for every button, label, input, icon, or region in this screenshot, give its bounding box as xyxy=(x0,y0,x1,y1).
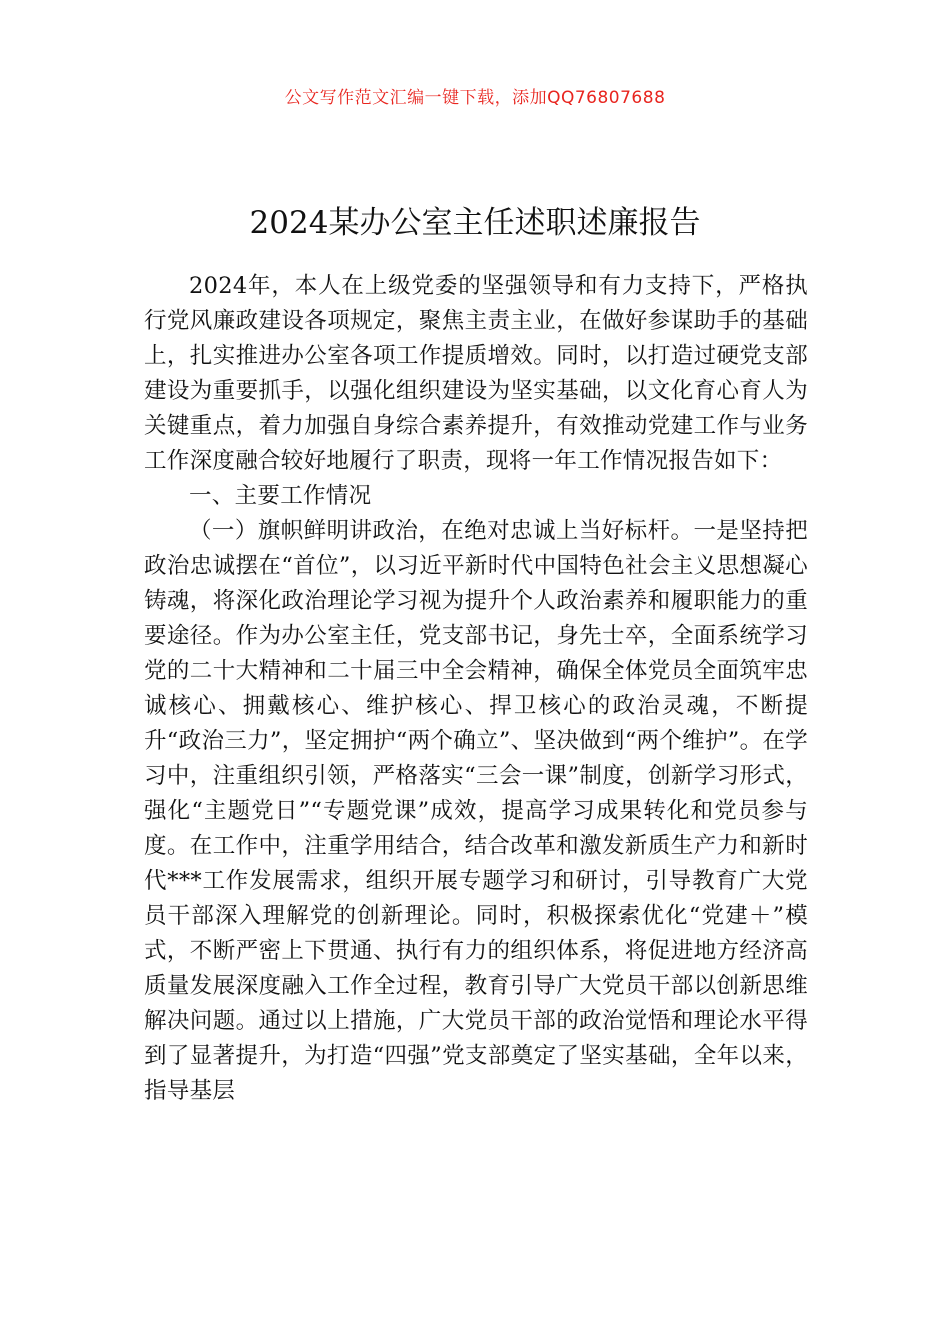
document-body xyxy=(144,269,808,1109)
document-title: 2024某办公室主任述职述廉报告 xyxy=(249,204,701,241)
intro-paragraph: 2024年，本人在上级党委的坚强领导和有力支持下，严格执行党风廉政建设各项规定，聚焦主责主业，在做好参谋助手的基础上，扎实推进办公室各项工作提质增效。同时，以打造过硬党支部建设为重要抓手，以强化组织建设为坚实基础，以文化育心育人为关键重点，着力加强自身综合素养提升，有效推动党建工作与业务工作深度融合较好地履行了职责，现将一年工作情况报告如下： xyxy=(144,273,808,474)
section-heading: 一、主要工作情况 xyxy=(189,483,372,509)
body-paragraph: （一）旗帜鲜明讲政治，在绝对忠诚上当好标杆。一是坚持把政治忠诚摆在“首位”，以习近平新时代中国特色社会主义思想凝心铸魂，将深化政治理论学习视为提升个人政治素养和履职能力的重要途径。作为办公室主任，党支部书记，身先士卒，全面系统学习党的二十大精神和二十届三中全会精神，确保全体党员全面筑牢忠诚核心、拥戴核心、维护核心、捍卫核心的政治灵魂，不断提升“政治三力”，坚定拥护“两个确立”、坚决做到“两个维护”。在学习中，注重组织引领，严格落实“三会一课”制度，创新学习形式，强化“主题党日”“专题党课”成效，提高学习成果转化和党员参与度。在工作中，注重学用结合，结合改革和激发新质生产力和新时代***工作发展需求，组织开展专题学习和研讨，引导教育广大党员干部深入理解党的创新理论。同时，积极探索优化“党建＋”模式，不断严密上下贯通、执行有力的组织体系，将促进地方经济高质量发展深度融入工作全过程，教育引导广大党员干部以创新思维解决问题。通过以上措施，广大党员干部的政治觉悟和理论水平得到了显著提升，为打造“四强”党支部奠定了坚实基础，全年以来，指导基层 xyxy=(144,518,808,1104)
watermark-text: 公文写作范文汇编一键下载，添加QQ76807688 xyxy=(284,88,666,108)
